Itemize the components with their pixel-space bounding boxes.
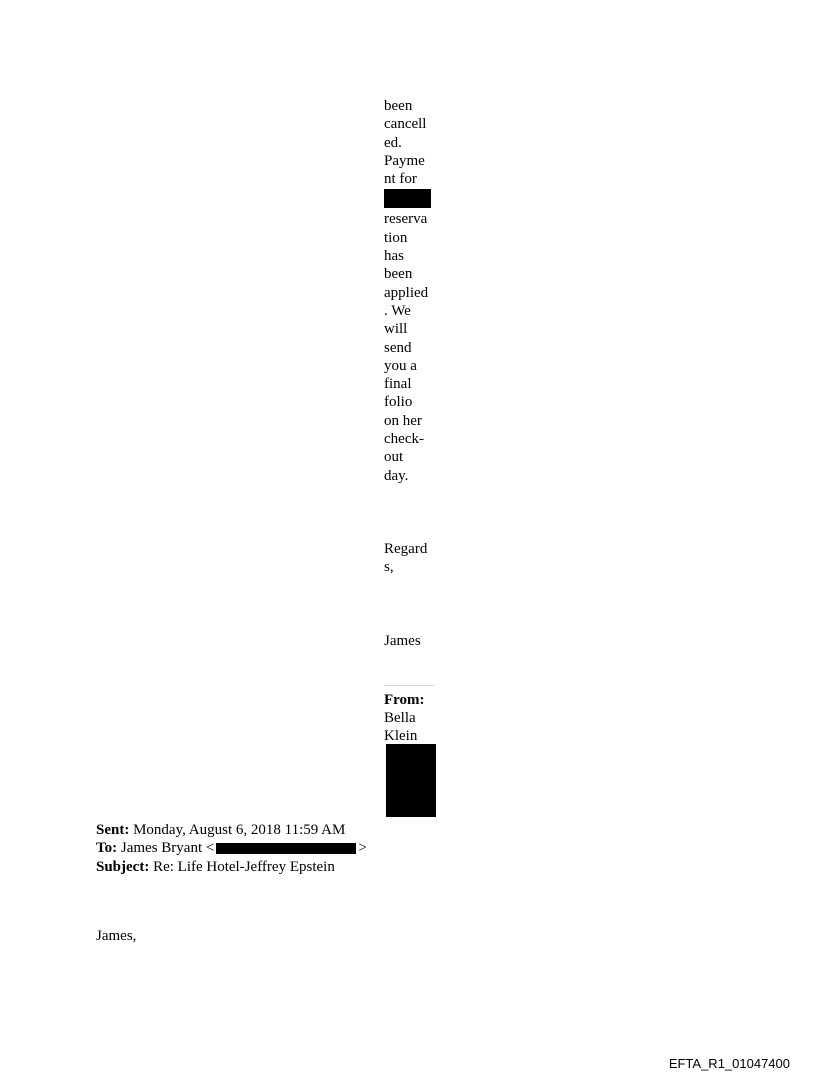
body-line: has [384, 248, 404, 265]
to-value: James Bryant < [120, 840, 215, 857]
body-line: applied [384, 284, 429, 301]
subject-value: Re: Life Hotel-Jeffrey Epstein [153, 858, 335, 875]
greeting: James, [96, 928, 137, 944]
body-line: tion [384, 229, 408, 246]
body-line: been [384, 98, 413, 114]
separator-rule [384, 685, 434, 686]
body-line: on her [384, 412, 422, 429]
sent-label: Sent: [96, 822, 130, 838]
body-line: will [384, 321, 408, 338]
from-label: From: [384, 691, 425, 708]
closing-line: Regard [384, 540, 428, 557]
email-header [96, 821, 396, 876]
body-line: nt for [384, 171, 417, 188]
signature: James [384, 632, 421, 649]
body-line: reserva [384, 211, 428, 228]
email-body-column [384, 97, 436, 746]
subject-row [96, 858, 396, 876]
body-line: day. [384, 467, 409, 484]
sent-row [96, 821, 396, 839]
body-line: ed. [384, 134, 402, 151]
body-line: cancell [384, 116, 427, 133]
redaction-block [384, 189, 431, 208]
subject-label: Subject: [96, 858, 150, 875]
redaction-block [386, 744, 436, 817]
body-line: Payme [384, 152, 425, 169]
document-id: EFTA_R1_01047400 [668, 1056, 790, 1071]
from-name-line: Bella [384, 710, 416, 727]
to-row [96, 839, 396, 857]
body-line: send [384, 339, 412, 356]
sent-value: Monday, August 6, 2018 11:59 AM [133, 822, 346, 838]
to-close: > [358, 840, 367, 857]
from-name-line: Klein [384, 728, 418, 745]
body-line: out [384, 449, 404, 466]
to-label: To: [96, 840, 118, 857]
redaction-block [216, 843, 356, 854]
body-line: you a [384, 357, 417, 374]
body-line: final [384, 376, 412, 393]
body-line: folio [384, 394, 413, 411]
body-line: check- [384, 431, 424, 448]
body-line: been [384, 266, 413, 283]
body-line: . We [384, 302, 411, 319]
closing-line: s, [384, 559, 394, 576]
